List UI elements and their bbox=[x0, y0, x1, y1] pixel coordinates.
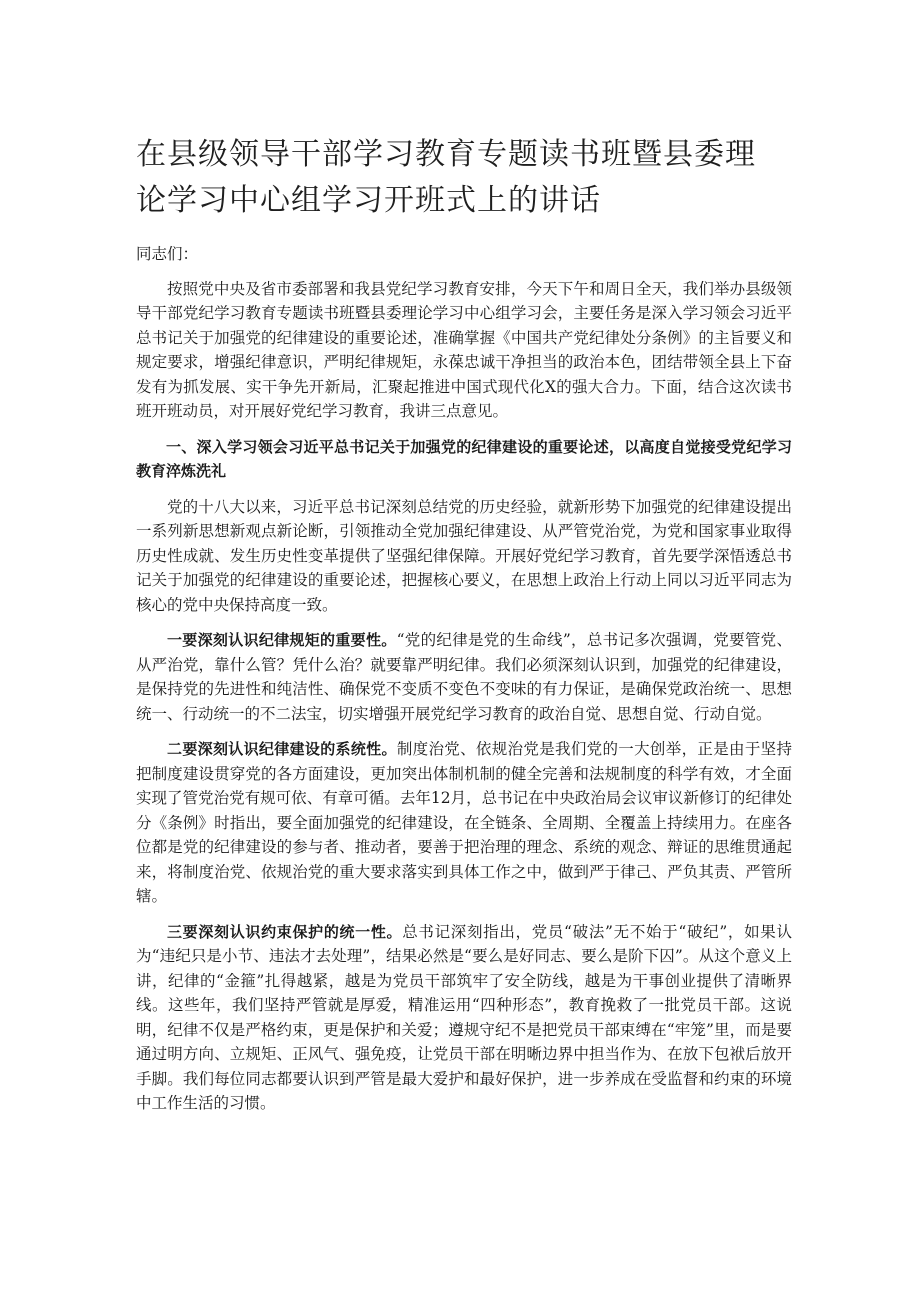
point-3-paragraph bbox=[136, 920, 792, 1116]
point-2-lead: 二要深刻认识纪律建设的系统性。 bbox=[167, 740, 397, 758]
point-3-lead: 三要深刻认识约束保护的统一性。 bbox=[167, 922, 403, 941]
point-1-lead: 一要深刻认识纪律规矩的重要性。 bbox=[167, 631, 397, 649]
document-title: 在县级领导干部学习教育专题读书班暨县委理论学习中心组学习开班式上的讲话 bbox=[136, 137, 756, 218]
salutation: 同志们： bbox=[136, 245, 199, 263]
section-heading-1: 一、深入学习领会习近平总书记关于加强党的纪律建设的重要论述，以高度自觉接受党纪学习教育淬炼洗礼 bbox=[136, 437, 792, 480]
point-1-paragraph bbox=[136, 628, 792, 726]
document-body bbox=[136, 242, 792, 1127]
intro-paragraph: 按照党中央及省市委部署和我县党纪学习教育安排，今天下午和周日全天，我们举办县级领导干部党纪学习教育专题读书班暨县委理论学习中心组学习会，主要任务是深入学习领会习近平总书记关于加强党的纪律建设的重要论述，准确掌握《中国共产党纪律处分条例》的主旨要义和规定要求，增强纪律意识，严明纪律规矩，永葆忠诚干净担当的政治本色，团结带领全县上下奋发有为抓发展、实干争先开新局，汇聚起推进中国式现代化X的强大合力。下面，结合这次读书班开班动员，对开展好党纪学习教育，我讲三点意见。 bbox=[136, 279, 792, 420]
point-1-text: “党的纪律是党的生命线”，总书记多次强调，党要管党、从严治党，靠什么管？凭什么治？就要靠严明纪律。我们必须深刻认识到，加强党的纪律建设，是保持党的先进性和纯洁性、确保党不变质不变色不变味的有力保证，是确保党政治统一、思想统一、行动统一的不二法宝，切实增强开展党纪学习教育的政治自觉、思想自觉、行动自觉。 bbox=[136, 631, 792, 723]
point-3-text: 总书记深刻指出，党员“破法”无不始于“破纪”，如果认为“违纪只是小节、违法才去处理”，结果必然是“要么是好同志、要么是阶下囚”。从这个意义上讲，纪律的“金箍”扎得越紧，越是为党员干部筑牢了安全防线，越是为干事创业提供了清晰界线。这些年，我们坚持严管就是厚爱，精准运用“四种形态”，教育挽救了一批党员干部。这说明，纪律不仅是严格约束，更是保护和关爱；遵规守纪不是把党员干部束缚在“牢笼”里，而是要通过明方向、立规矩、正风气、强免疫，让党员干部在明晰边界中担当作为、在放下包袱后放开手脚。我们每位同志都要认识到严管是最大爱护和最好保护，进一步养成在受监督和约束的环境中工作生活的习惯。 bbox=[136, 922, 792, 1112]
point-2-paragraph bbox=[136, 737, 792, 909]
section-1-paragraph: 党的十八大以来，习近平总书记深刻总结党的历史经验，就新形势下加强党的纪律建设提出一系列新思想新观点新论断，引领推动全党加强纪律建设、从严管党治党，为党和国家事业取得历史性成就、发生历史性变革提供了坚强纪律保障。开展好党纪学习教育，首先要学深悟透总书记关于加强党的纪律建设的重要论述，把握核心要义，在思想上政治上行动上同以习近平同志为核心的党中央保持高度一致。 bbox=[136, 497, 792, 614]
point-2-text: 制度治党、依规治党是我们党的一大创举，正是由于坚持把制度建设贯穿党的各方面建设，更加突出体制机制的健全完善和法规制度的科学有效，才全面实现了管党治党有规可依、有章可循。去年12月，总书记在中央政治局会议审议新修订的纪律处分《条例》时指出，要全面加强党的纪律建设，在全链条、全周期、全覆盖上持续用力。在座各位都是党的纪律建设的参与者、推动者，要善于把治理的理念、系统的观念、辩证的思维贯通起来，将制度治党、依规治党的重大要求落实到具体工作之中，做到严于律己、严负其责、严管所辖。 bbox=[136, 740, 792, 905]
